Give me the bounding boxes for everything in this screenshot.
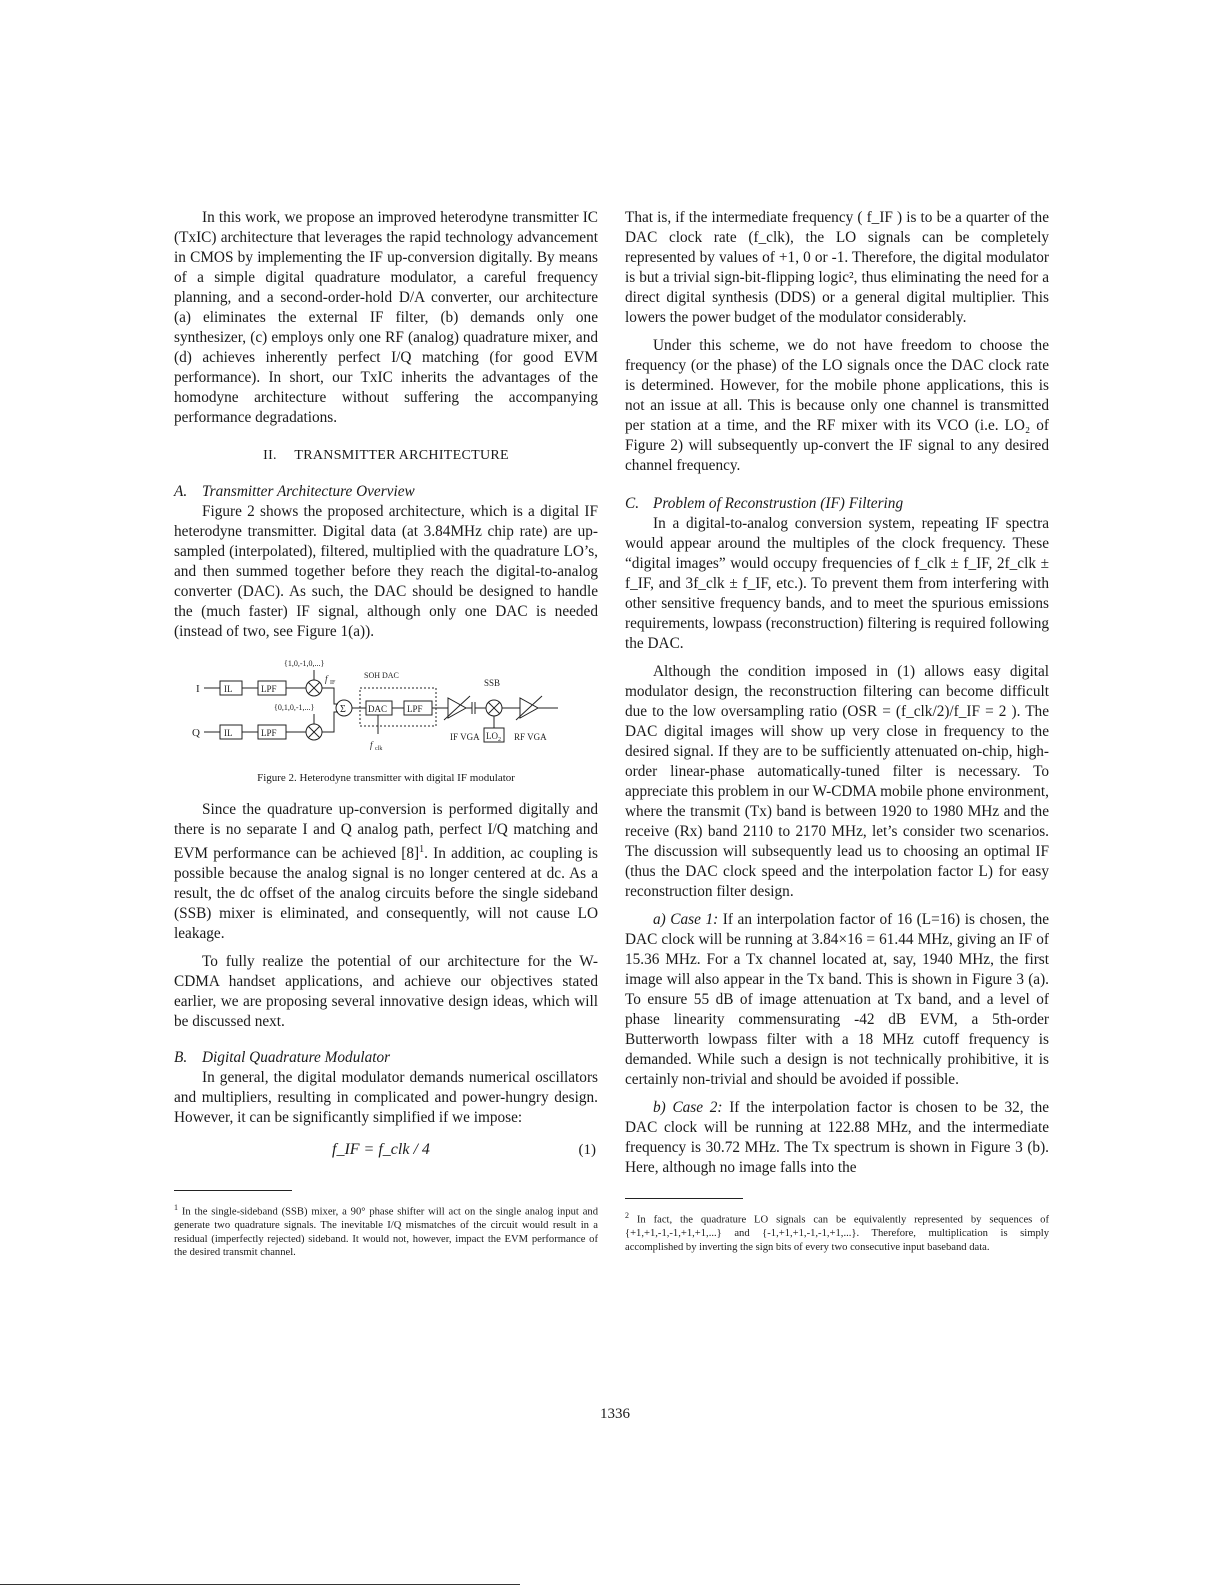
subsection-a-paragraph-1: Figure 2 shows the proposed architecture, which is a digital IF heterodyne transmitter. Digital data (at 3.84MHz chip rate) are up-sampled (interpolated), filtered, multiplied with the quadrature LO’s, and then summed together before they reach the digital-to-analog converter (DAC). As such, the DAC should be designed to handle the (much faster) IF signal, although only one DAC is needed (instead of two, see Figure 1(a)). — [174, 503, 598, 640]
fif-label: f — [325, 674, 328, 684]
subsection-a-paragraph-3: To fully realize the potential of our architecture for the W-CDMA handset applications, and achieve our objectives stated earlier, we are proposing several innovative design ideas, which will be discussed next. — [174, 953, 598, 1031]
il-label-q: IL — [224, 728, 233, 738]
block-diagram — [174, 652, 598, 762]
subsection-a-heading — [174, 482, 598, 502]
equation-1 — [174, 1134, 598, 1168]
lo2-sub: 2 — [498, 737, 501, 743]
case-1-paragraph: a) Case 1: If an interpolation factor of 16 (L=16) is chosen, the DAC clock will be running at 3.84×16 = 61.44 MHz, giving an IF of 15.36 MHz. For a Tx channel located at, say, 1940 MHz, the first image will also appear in the Tx band. This is shown in Figure 3 (a). To ensure 55 dB of image attenuation at Tx band, and a level of phase linearity commensurating -42 dB EVM, a 5th-order Butterworth lowpass filter with a 18 MHz cutoff frequency is demanded. While such a design is not technically prohibitive, it is certainly non-trivial and should be avoided if possible. — [625, 911, 1050, 1088]
section-title: TRANSMITTER ARCHITECTURE — [294, 448, 509, 463]
intro-paragraph: In this work, we propose an improved heterodyne transmitter IC (TxIC) architecture that leverages the rapid technology advancement in CMOS by implementing the IF up-conversion digitally. By means of a simple digital quadrature modulator, a careful frequency planning, and a second-order-hold D/A converter, our architecture (a) eliminates the external IF filter, (b) demands only one synthesizer, (c) employs only one RF (analog) quadrature mixer, and (d) achieves inherently perfect I/Q matching (for good EVM performance). In short, our TxIC inherits the advantages of the homodyne architecture without suffering the accompanying performance degradations. — [174, 209, 598, 426]
if-vga-label: IF VGA — [450, 732, 480, 742]
il-label-i: IL — [224, 684, 233, 694]
dac-label: DAC — [368, 704, 388, 714]
subsection-a-title: Transmitter Architecture Overview — [202, 483, 415, 500]
svg-text:Σ: Σ — [340, 704, 346, 715]
right-column — [625, 208, 1049, 1254]
footnote-1: $^1$ In the single-sideband (SSB) mixer, a 90° phase shifter will act on the single analog input and generate two quadrature signals. The inevitable I/Q mismatches of the circuit would result in a residual (imperfectly rejected) sideband. It would not, however, impact the EVM performance of the desired transmit channel. — [174, 1203, 598, 1259]
subsection-c-letter: C. — [625, 495, 640, 512]
right-paragraph-1: That is, if the intermediate frequency ( f_IF ) is to be a quarter of the DAC clock rate (f_clk), the LO signals can be completely represented by values of +1, 0 or -1. Therefore, the digital modulator is but a trivial sign-bit-flipping logic², thus eliminating the need for a direct digital synthesis (DDS) or a general digital multiplier. This lowers the power budget of the modulator considerably. — [625, 209, 1049, 326]
lpf-label-dac: LPF — [407, 704, 423, 714]
q-input-label: Q — [192, 727, 200, 739]
lpf-label-q: LPF — [261, 728, 277, 738]
subsection-a-paragraph-2: Since the quadrature up-conversion is performed digitally and there is no separate I and Q analog path, perfect I/Q matching and EVM performance can be achieved $[8]^1$. In addition, ac coupling is possible because the analog signal is no longer centered at dc. As a result, the dc offset of the analog circuits before the single sideband (SSB) mixer is eliminated, and consequently, will not cause LO leakage. — [174, 801, 598, 943]
equation-1-body: f_IF = f_clk / 4 — [332, 1141, 430, 1159]
page-bottom-rule — [0, 1584, 520, 1585]
subsection-c-paragraph-2: Although the condition imposed in (1) allows easy digital modulator design, the reconstruction filtering can become difficult due to the low oversampling ratio (OSR = (f_clk/2)/f_IF = 2 ). The DAC digital images will show up very close in frequency to the desired signal. If they are to be sufficiently attenuated on-chip, high-order linear-phase automatically-tuned filter is necessary. To appreciate this problem in our W-CDMA mobile phone environment, where the transmit (Tx) band is between 1920 to 1980 MHz and the receive (Rx) band 2110 to 2170 MHz, let’s consider two scenarios. The discussion will subsequently lead us to choosing an optimal IF (thus the DAC clock speed and the interpolation factor L) for easy reconstruction filter design. — [625, 663, 1049, 900]
fclk-sub: clk — [375, 746, 383, 752]
section-heading — [174, 446, 598, 466]
case-2-label: b) Case 2: — [653, 1099, 723, 1116]
figure-2-caption: Figure 2. Heterodyne transmitter with digital IF modulator — [257, 772, 515, 784]
fif-sub: IF — [330, 680, 336, 686]
left-column — [174, 208, 598, 1260]
footnote-rule-right — [625, 1198, 743, 1199]
footnote-rule-left — [174, 1190, 292, 1191]
subsection-c-paragraph-1: In a digital-to-analog conversion system, repeating IF spectra would appear around the multiples of the clock frequency. These “digital images” would occupy frequencies of f_clk ± f_IF, 2f_clk ± f_IF, and 3f_clk ± f_IF, etc.). To prevent them from interfering with other sensitive frequency bands, and to meet the spurious emissions requirements, lowpass (reconstruction) filtering is required following the DAC. — [625, 515, 1049, 652]
soh-dac-label: SOH DAC — [364, 671, 399, 680]
subsection-b-paragraph-1: In general, the digital modulator demands numerical oscillators and multipliers, resulting in complicated and power-hungry design. However, it can be significantly simplified if we impose: — [174, 1069, 598, 1127]
subsection-c-title: Problem of Reconstrustion (IF) Filtering — [653, 495, 904, 512]
seq-top-label: {1,0,-1,0,...} — [284, 659, 325, 668]
i-input-label: I — [196, 683, 200, 695]
case-1-label: a) Case 1: — [653, 911, 719, 928]
lo2-label: LO — [486, 731, 498, 741]
subsection-b-heading — [174, 1048, 598, 1068]
right-paragraph-2: Under this scheme, we do not have freedom to choose the frequency (or the phase) of the LO signals once the DAC clock rate is determined. However, for the mobile phone applications, this is not an issue at all. This is because only one channel is transmitted per station at a time, and the RF mixer with its VCO (i.e. LO₂ of Figure 2) will subsequently up-convert the IF signal to any desired channel frequency. — [625, 337, 1049, 474]
ssb-label: SSB — [484, 678, 501, 688]
section-number: II. — [263, 448, 277, 463]
lpf-label-i: LPF — [261, 684, 277, 694]
subsection-b-title: Digital Quadrature Modulator — [202, 1049, 391, 1067]
page-number: 1336 — [600, 1406, 630, 1422]
subsection-a-letter: A. — [174, 483, 188, 500]
seq-bot-label: {0,1,0,-1,...} — [274, 703, 315, 712]
footnote-2: $^2$ In fact, the quadrature LO signals can be equivalently represented by sequences of {+1,+1,-1,-1,+1,+1,...} and {-1,+1,+1,-1,-1,+1,...}. Therefore, multiplication is simply accomplished by inverting the sign bits of every two consecutive input baseband data. — [625, 1211, 1049, 1253]
rf-vga-label: RF VGA — [514, 732, 547, 742]
case-2-paragraph: b) Case 2: If the interpolation factor is chosen to be 32, the DAC clock will be running at 122.88 MHz, and the intermediate frequency is 30.72 MHz. The Tx spectrum is shown in Figure 3 (b). Here, although no image falls into the — [625, 1099, 1050, 1176]
fclk-label: f — [370, 740, 373, 750]
subsection-b-letter: B. — [174, 1049, 188, 1067]
equation-1-number: (1) — [578, 1142, 596, 1159]
figure-2 — [174, 652, 598, 762]
subsection-c-heading — [625, 494, 1049, 514]
